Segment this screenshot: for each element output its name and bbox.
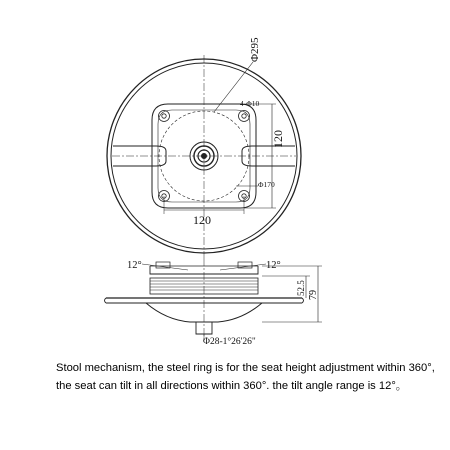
caption-line-2: the seat can tilt in all directions within 360°. the tilt angle range is 12°。 [56, 380, 407, 392]
caption-line-1: Stool mechanism, the steel ring is for the seat height adjustment within 360°, [56, 362, 435, 374]
tilt-left-label: 12° [127, 260, 142, 271]
tilt-right-label: 12° [266, 260, 281, 271]
tilt-line-right [220, 264, 266, 270]
side-bolt [156, 262, 170, 268]
side-bolt [238, 262, 252, 268]
bolt-hole [239, 111, 250, 122]
tilt-line-left [142, 264, 188, 270]
bolt-hole [162, 114, 166, 118]
bolt-hole [159, 111, 170, 122]
height-small-label: 52.5 [296, 280, 306, 296]
shaft-label: Φ28-1°26'26" [203, 337, 256, 347]
horizontal-spacing-label: 120 [193, 213, 211, 227]
base-flange-right-end [302, 298, 304, 303]
inner-circle-label: Φ170 [258, 180, 275, 189]
bolt-hole [242, 114, 246, 118]
top-view [107, 55, 301, 258]
hub-core [202, 154, 207, 159]
holes-label: 4-Φ10 [240, 99, 260, 108]
height-total-label: 79 [308, 290, 319, 300]
outer-diameter-label: Φ295 [249, 37, 261, 62]
base-flange-left-end [105, 298, 107, 303]
vertical-spacing-label: 120 [271, 130, 285, 148]
